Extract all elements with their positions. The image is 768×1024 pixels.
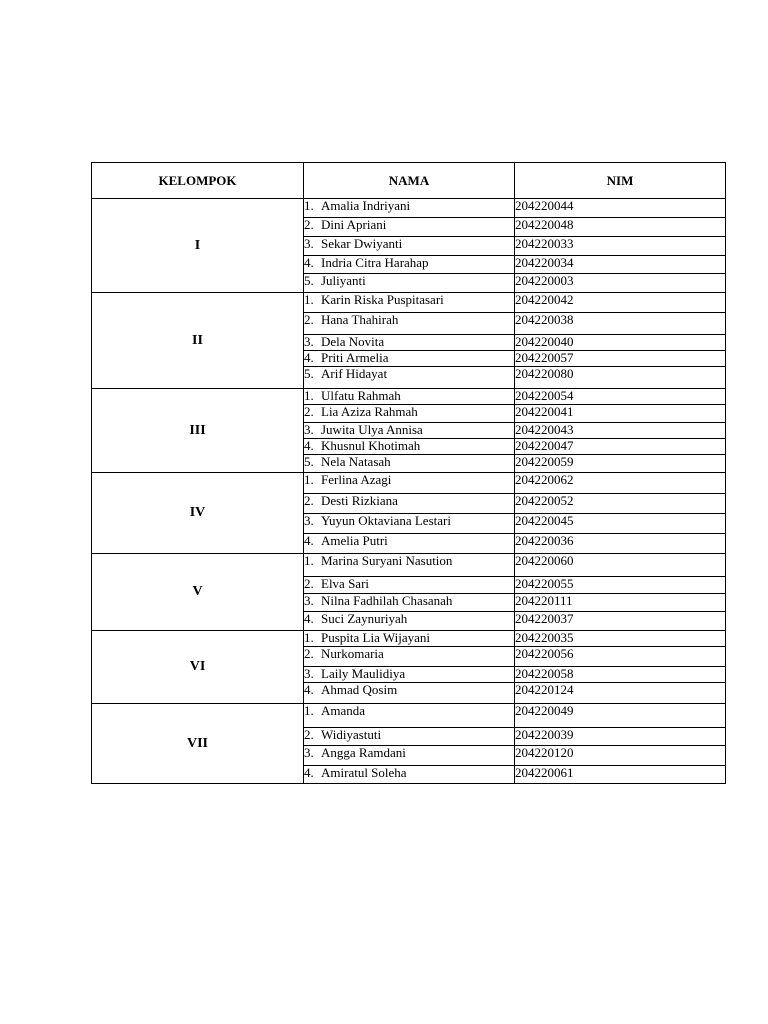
member-number: 1. — [304, 553, 314, 568]
member-name: Karin Riska Puspitasari — [321, 292, 444, 307]
member-name: Hana Thahirah — [321, 312, 399, 327]
member-nim: 204220052 — [515, 494, 726, 514]
member-name: Amelia Putri — [321, 533, 388, 548]
member-number: 3. — [304, 422, 314, 437]
member-name: Amiratul Soleha — [321, 765, 407, 780]
table-row — [92, 704, 726, 728]
member-name-cell — [304, 766, 515, 784]
member-name-cell — [304, 405, 515, 423]
member-name: Ulfatu Rahmah — [321, 388, 401, 403]
member-number: 2. — [304, 646, 314, 661]
member-name-cell — [304, 313, 515, 335]
member-nim: 204220061 — [515, 766, 726, 784]
member-name: Suci Zaynuriyah — [321, 611, 408, 626]
member-name-cell — [304, 274, 515, 293]
member-name-cell — [304, 612, 515, 631]
member-nim: 204220054 — [515, 389, 726, 405]
group-label: II — [92, 293, 304, 389]
member-number: 4. — [304, 350, 314, 365]
member-number: 1. — [304, 292, 314, 307]
header-nim: NIM — [515, 163, 726, 199]
header-kelompok: KELOMPOK — [92, 163, 304, 199]
member-number: 3. — [304, 236, 314, 251]
member-name-cell — [304, 218, 515, 237]
member-nim: 204220055 — [515, 577, 726, 594]
member-number: 3. — [304, 593, 314, 608]
member-name: Juwita Ulya Annisa — [321, 422, 423, 437]
member-name: Elva Sari — [321, 576, 370, 591]
member-nim: 204220035 — [515, 631, 726, 647]
member-name-cell — [304, 473, 515, 494]
member-number: 3. — [304, 745, 314, 760]
member-nim: 204220040 — [515, 335, 726, 351]
member-number: 5. — [304, 366, 314, 381]
group-label: IV — [92, 473, 304, 554]
member-name-cell — [304, 256, 515, 274]
member-name: Puspita Lia Wijayani — [321, 630, 430, 645]
member-name: Dini Apriani — [321, 217, 387, 232]
member-number: 1. — [304, 198, 314, 213]
member-name: Indria Citra Harahap — [321, 255, 429, 270]
member-name: Khusnul Khotimah — [321, 438, 421, 453]
member-number: 1. — [304, 472, 314, 487]
member-nim: 204220045 — [515, 514, 726, 534]
member-number: 4. — [304, 438, 314, 453]
member-number: 5. — [304, 273, 314, 288]
member-name-cell — [304, 367, 515, 389]
table-row — [92, 389, 726, 405]
member-number: 2. — [304, 727, 314, 742]
member-name-cell — [304, 293, 515, 313]
group-label: I — [92, 199, 304, 293]
table-row — [92, 473, 726, 494]
member-nim: 204220041 — [515, 405, 726, 423]
member-name: Dela Novita — [321, 334, 385, 349]
member-name: Widiyastuti — [321, 727, 382, 742]
member-name-cell — [304, 577, 515, 594]
member-number: 4. — [304, 611, 314, 626]
member-nim: 204220111 — [515, 594, 726, 612]
member-nim: 204220080 — [515, 367, 726, 389]
table-row — [92, 631, 726, 647]
member-name-cell — [304, 704, 515, 728]
member-number: 4. — [304, 255, 314, 270]
member-name-cell — [304, 351, 515, 367]
member-name: Marina Suryani Nasution — [321, 553, 453, 568]
member-nim: 204220048 — [515, 218, 726, 237]
member-nim: 204220057 — [515, 351, 726, 367]
member-name: Nela Natasah — [321, 454, 391, 469]
member-nim: 204220039 — [515, 728, 726, 746]
member-number: 3. — [304, 334, 314, 349]
table-body — [92, 199, 726, 784]
member-name: Juliyanti — [321, 273, 366, 288]
member-name-cell — [304, 554, 515, 577]
member-number: 1. — [304, 630, 314, 645]
group-label: III — [92, 389, 304, 473]
group-table — [91, 162, 726, 784]
member-name-cell — [304, 534, 515, 554]
member-name-cell — [304, 514, 515, 534]
group-label: V — [92, 554, 304, 631]
member-number: 2. — [304, 576, 314, 591]
member-nim: 204220042 — [515, 293, 726, 313]
group-label: VI — [92, 631, 304, 704]
member-nim: 204220036 — [515, 534, 726, 554]
member-nim: 204220043 — [515, 423, 726, 439]
member-name-cell — [304, 237, 515, 256]
member-number: 3. — [304, 666, 314, 681]
table-row — [92, 199, 726, 218]
table-row — [92, 554, 726, 577]
member-name: Laily Maulidiya — [321, 666, 406, 681]
member-name-cell — [304, 389, 515, 405]
member-nim: 204220003 — [515, 274, 726, 293]
member-name-cell — [304, 631, 515, 647]
group-label: VII — [92, 704, 304, 784]
member-name: Priti Armelia — [321, 350, 389, 365]
member-name: Ahmad Qosim — [321, 682, 398, 697]
member-nim: 204220034 — [515, 256, 726, 274]
member-name: Ferlina Azagi — [321, 472, 392, 487]
member-name-cell — [304, 647, 515, 667]
member-number: 2. — [304, 217, 314, 232]
member-name: Nurkomaria — [321, 646, 384, 661]
member-nim: 204220049 — [515, 704, 726, 728]
member-number: 2. — [304, 404, 314, 419]
member-name-cell — [304, 594, 515, 612]
header-row — [92, 163, 726, 199]
member-name: Lia Aziza Rahmah — [321, 404, 418, 419]
member-name: Amanda — [321, 703, 366, 718]
member-number: 4. — [304, 682, 314, 697]
member-nim: 204220056 — [515, 647, 726, 667]
member-number: 2. — [304, 493, 314, 508]
member-name-cell — [304, 423, 515, 439]
member-name-cell — [304, 683, 515, 704]
member-name-cell — [304, 439, 515, 455]
member-name: Angga Ramdani — [321, 745, 406, 760]
member-number: 1. — [304, 388, 314, 403]
member-name-cell — [304, 335, 515, 351]
member-number: 1. — [304, 703, 314, 718]
member-nim: 204220124 — [515, 683, 726, 704]
member-name: Sekar Dwiyanti — [321, 236, 403, 251]
member-nim: 204220047 — [515, 439, 726, 455]
member-number: 2. — [304, 312, 314, 327]
member-name: Arif Hidayat — [321, 366, 388, 381]
member-name: Desti Rizkiana — [321, 493, 398, 508]
member-nim: 204220058 — [515, 667, 726, 683]
member-nim: 204220062 — [515, 473, 726, 494]
member-nim: 204220120 — [515, 746, 726, 766]
member-name-cell — [304, 746, 515, 766]
member-nim: 204220044 — [515, 199, 726, 218]
header-nama: NAMA — [304, 163, 515, 199]
member-name-cell — [304, 494, 515, 514]
member-name: Yuyun Oktaviana Lestari — [321, 513, 451, 528]
member-number: 5. — [304, 454, 314, 469]
member-number: 4. — [304, 533, 314, 548]
member-nim: 204220038 — [515, 313, 726, 335]
member-name: Nilna Fadhilah Chasanah — [321, 593, 453, 608]
member-nim: 204220060 — [515, 554, 726, 577]
member-nim: 204220033 — [515, 237, 726, 256]
member-nim: 204220059 — [515, 455, 726, 473]
member-name-cell — [304, 728, 515, 746]
member-nim: 204220037 — [515, 612, 726, 631]
member-name-cell — [304, 199, 515, 218]
member-name: Amalia Indriyani — [321, 198, 411, 213]
member-name-cell — [304, 667, 515, 683]
member-name-cell — [304, 455, 515, 473]
member-number: 4. — [304, 765, 314, 780]
table-row — [92, 293, 726, 313]
member-number: 3. — [304, 513, 314, 528]
